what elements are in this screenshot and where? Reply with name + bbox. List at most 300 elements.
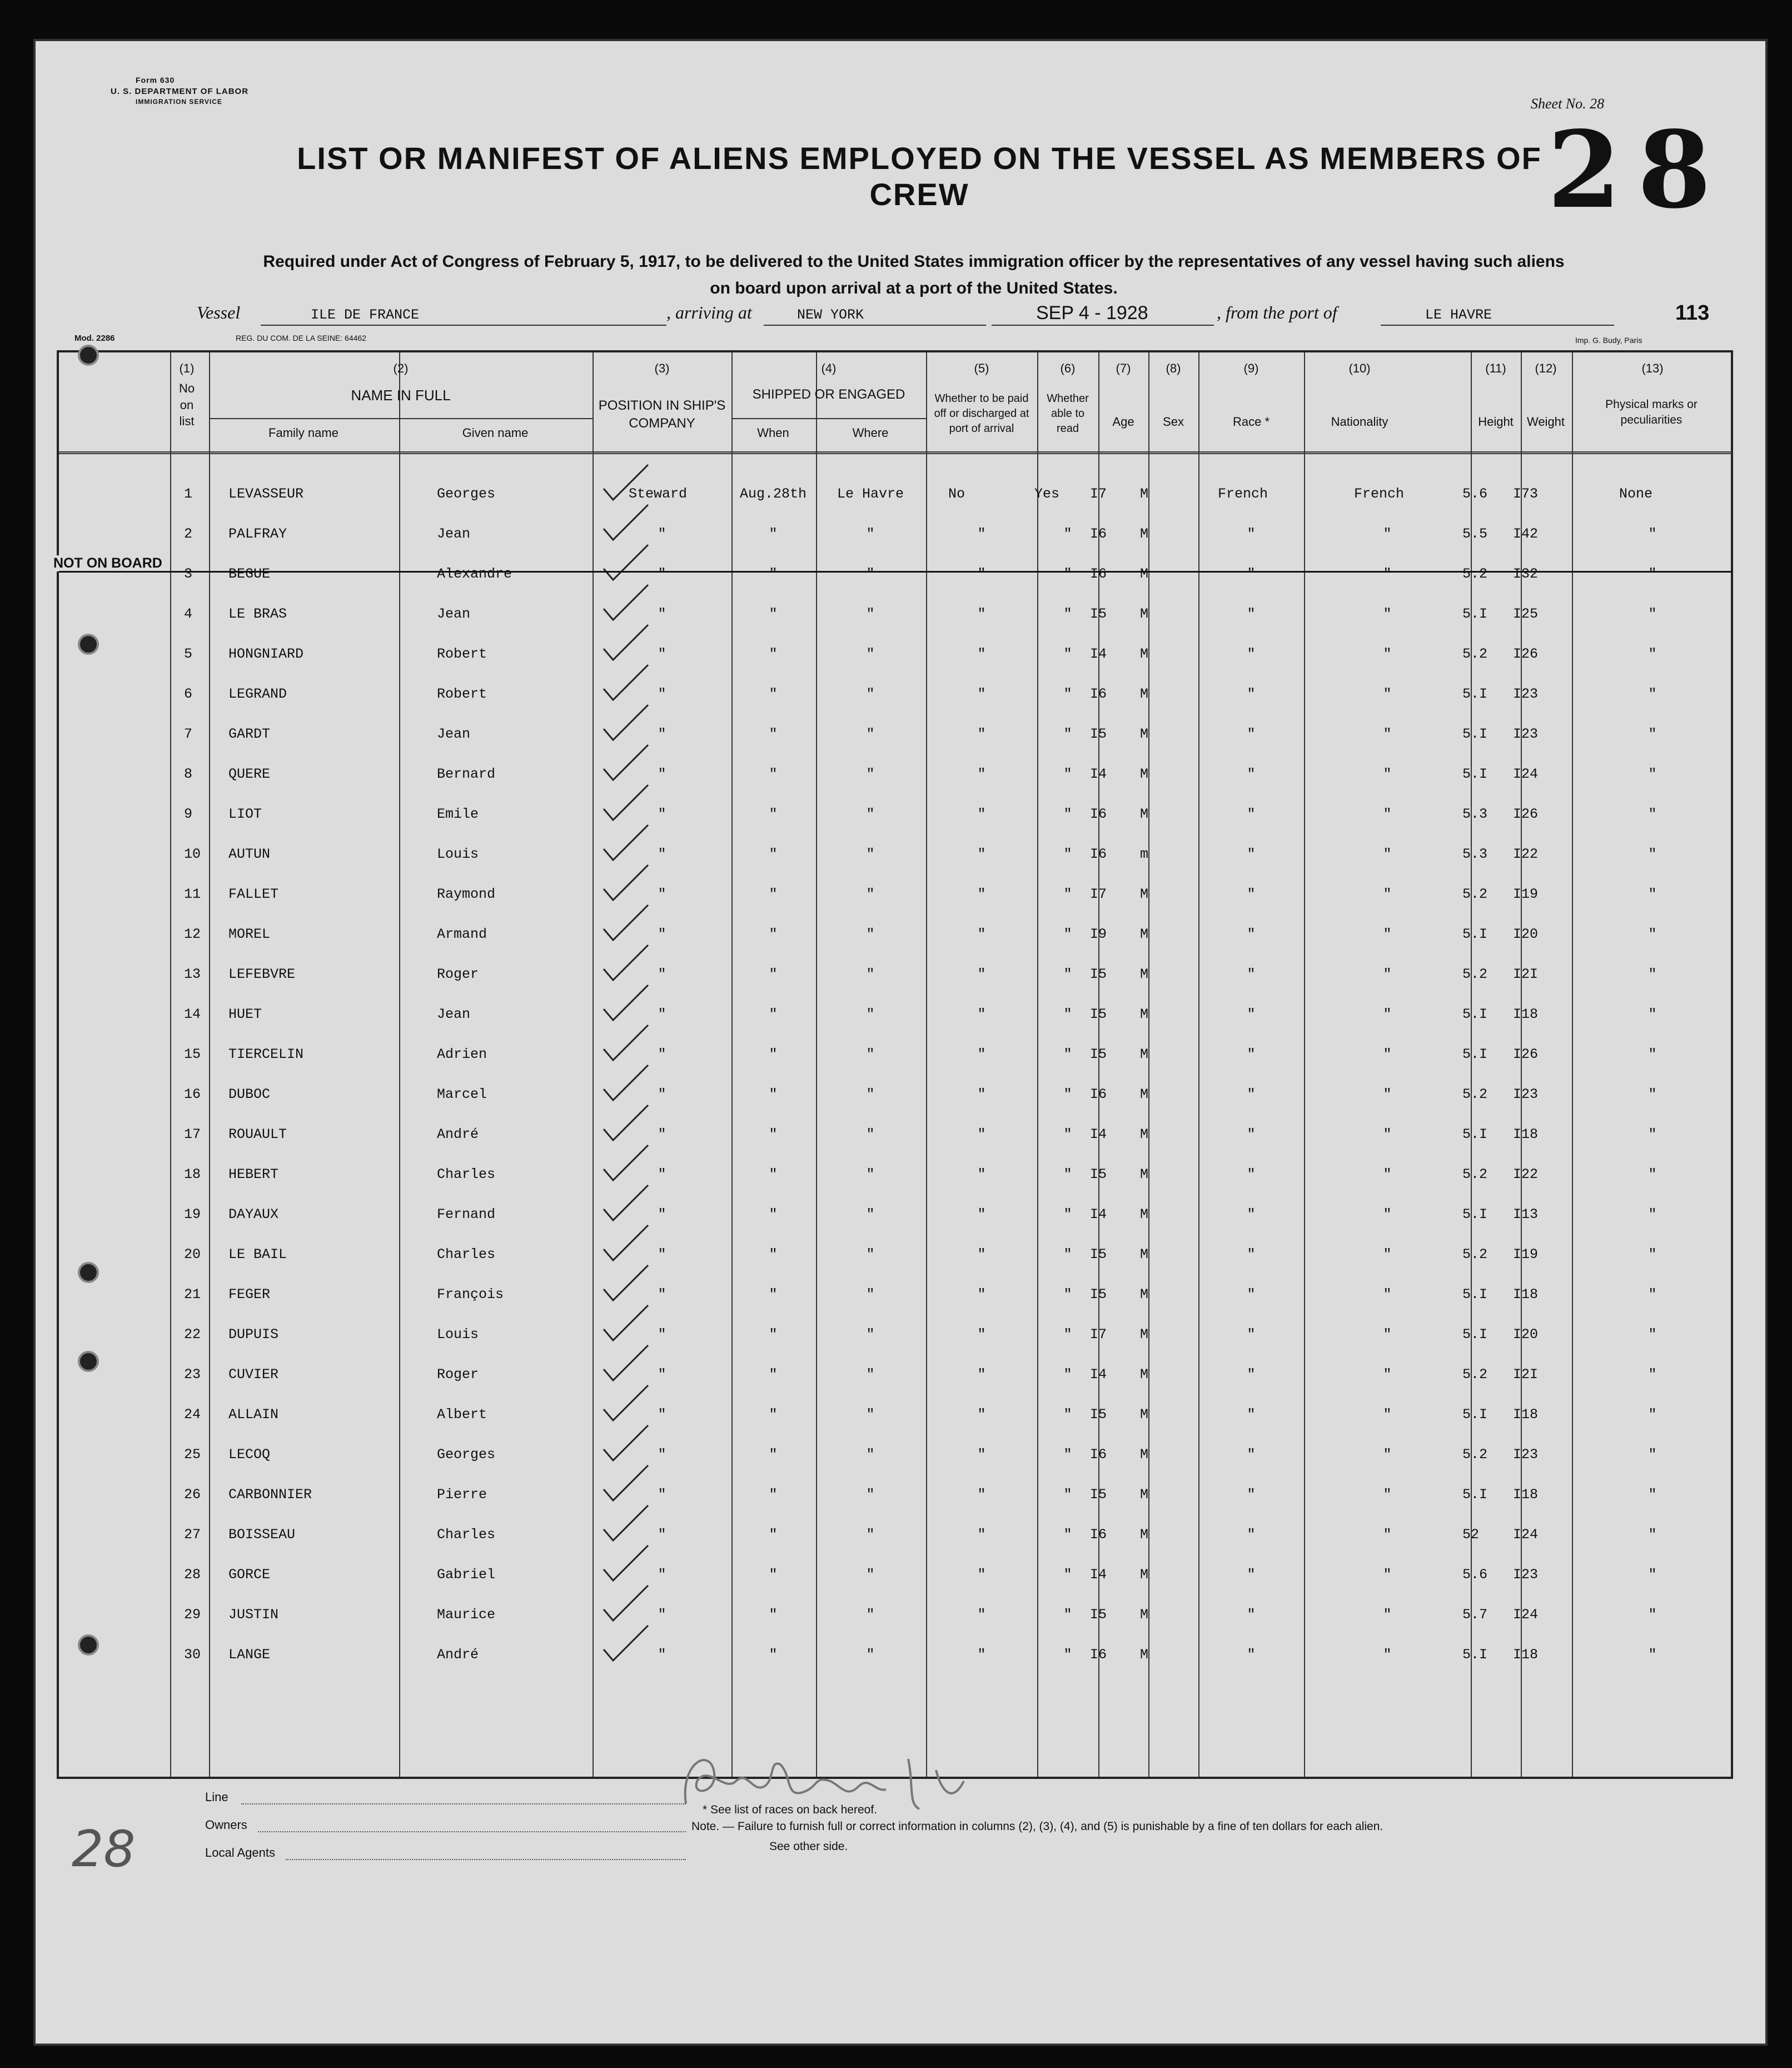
ditto-mark: " (977, 886, 986, 902)
ditto-mark: " (658, 726, 666, 742)
checkmark-icon (601, 584, 651, 623)
paid-off: No (948, 486, 965, 502)
sex: M (1140, 606, 1149, 622)
ditto-mark: " (1648, 1206, 1657, 1222)
ditto-mark: " (769, 1206, 778, 1222)
weight: I23 (1513, 1446, 1539, 1463)
given-name: Bernard (437, 766, 496, 782)
arriving-port: NEW YORK (797, 307, 864, 323)
ditto-mark: " (866, 1527, 875, 1543)
ditto-mark: " (1247, 686, 1256, 702)
ditto-mark: " (866, 686, 875, 702)
ditto-mark: " (1063, 1446, 1072, 1463)
ditto-mark: " (866, 1246, 875, 1262)
date-underline (992, 302, 1214, 326)
col10-header: Nationality (1331, 415, 1388, 429)
ditto-mark: " (866, 1567, 875, 1583)
col4-when-header: When (757, 426, 789, 440)
ditto-mark: " (1063, 766, 1072, 782)
shipped-when: Aug.28th (740, 486, 807, 502)
col13-number: (13) (1641, 361, 1664, 375)
ditto-mark: " (866, 1647, 875, 1663)
nationality: French (1354, 486, 1405, 502)
col4-header: SHIPPED OR ENGAGED (752, 387, 905, 402)
given-name: Alexandre (437, 566, 512, 582)
sex: M (1140, 566, 1149, 582)
given-name: Charles (437, 1527, 496, 1543)
sex: M (1140, 1527, 1149, 1543)
ditto-mark: " (1648, 886, 1657, 902)
sex: M (1140, 1126, 1149, 1142)
ditto-mark: " (1648, 1607, 1657, 1623)
family-name: ROUAULT (228, 1126, 287, 1142)
age: I5 (1090, 1006, 1107, 1022)
ditto-mark: " (769, 886, 778, 902)
checkmark-icon (601, 1624, 651, 1663)
ditto-mark: " (658, 1406, 666, 1423)
ditto-mark: " (1247, 1086, 1256, 1102)
height: 5.I (1462, 1126, 1488, 1142)
checkmark-icon (601, 1384, 651, 1423)
ditto-mark: " (769, 846, 778, 862)
ditto-mark: " (769, 1006, 778, 1022)
ditto-mark: " (1383, 1366, 1392, 1383)
ditto-mark: " (1063, 1206, 1072, 1222)
ditto-mark: " (1383, 526, 1392, 542)
age: I4 (1090, 766, 1107, 782)
ditto-mark: " (769, 646, 778, 662)
owners-field (258, 1831, 686, 1832)
weight: I19 (1513, 1246, 1539, 1262)
ditto-mark: " (769, 1406, 778, 1423)
ditto-mark: " (769, 1607, 778, 1623)
subtitle-line-1: Required under Act of Congress of February 5, 1917, to be delivered to the United States immigration officer by the representatives of any vessel having such aliens (263, 252, 1565, 271)
ditto-mark: " (658, 766, 666, 782)
family-name: PALFRAY (228, 526, 287, 542)
ditto-mark: " (658, 606, 666, 622)
ditto-mark: " (1063, 726, 1072, 742)
row-number: 29 (184, 1607, 201, 1623)
page-title: LIST OR MANIFEST OF ALIENS EMPLOYED ON THE VESSEL AS MEMBERS OF CREW (297, 141, 1542, 212)
ditto-mark: " (658, 886, 666, 902)
row-number: 18 (184, 1166, 201, 1182)
ditto-mark: " (769, 606, 778, 622)
ditto-mark: " (1247, 646, 1256, 662)
ditto-mark: " (1648, 1366, 1657, 1383)
age: I5 (1090, 606, 1107, 622)
ditto-mark: " (658, 646, 666, 662)
family-name: GORCE (228, 1567, 271, 1583)
ditto-mark: " (977, 1126, 986, 1142)
owners-label: Owners (205, 1818, 247, 1832)
local-agents-field (286, 1859, 686, 1860)
ditto-mark: " (769, 806, 778, 822)
checkmark-icon (601, 1424, 651, 1463)
ditto-mark: " (1648, 1647, 1657, 1663)
age: I7 (1090, 1326, 1107, 1343)
strike-line (59, 571, 1732, 573)
sex: M (1140, 1006, 1149, 1022)
age: I6 (1090, 1527, 1107, 1543)
ditto-mark: " (866, 886, 875, 902)
ditto-mark: " (1648, 1166, 1657, 1182)
ditto-mark: " (1247, 1166, 1256, 1182)
ditto-mark: " (1063, 1126, 1072, 1142)
row-number: 15 (184, 1046, 201, 1062)
ditto-mark: " (977, 1527, 986, 1543)
checkmark-icon (601, 864, 651, 903)
column-divider (816, 352, 817, 1777)
row-number: 19 (184, 1206, 201, 1222)
given-name: André (437, 1126, 479, 1142)
ditto-mark: " (977, 1567, 986, 1583)
ditto-mark: " (866, 1326, 875, 1343)
given-name: Marcel (437, 1086, 487, 1102)
age: I6 (1090, 846, 1107, 862)
ditto-mark: " (1247, 926, 1256, 942)
weight: I26 (1513, 1046, 1539, 1062)
weight: I24 (1513, 1527, 1539, 1543)
sex: M (1140, 1406, 1149, 1423)
ditto-mark: " (769, 766, 778, 782)
col9-header: Race * (1232, 415, 1270, 429)
ditto-mark: " (866, 606, 875, 622)
family-name: CARBONNIER (228, 1487, 312, 1503)
age: I6 (1090, 566, 1107, 582)
ditto-mark: " (769, 1046, 778, 1062)
ditto-mark: " (1247, 1446, 1256, 1463)
weight: I23 (1513, 686, 1539, 702)
row-number: 4 (184, 606, 193, 622)
arriving-underline (764, 305, 986, 326)
ditto-mark: " (1063, 1607, 1072, 1623)
height: 5.I (1462, 1206, 1488, 1222)
weight: I25 (1513, 606, 1539, 622)
ditto-mark: " (1648, 846, 1657, 862)
ditto-mark: " (1247, 526, 1256, 542)
ditto-mark: " (658, 1246, 666, 1262)
binder-hole (78, 1262, 99, 1283)
age: I6 (1090, 1086, 1107, 1102)
given-name: Charles (437, 1166, 496, 1182)
height: 5.2 (1462, 1086, 1488, 1102)
age: I5 (1090, 1487, 1107, 1503)
ditto-mark: " (1648, 1126, 1657, 1142)
column-divider (926, 352, 927, 1777)
col8-header: Sex (1163, 415, 1184, 429)
ditto-mark: " (1383, 1166, 1392, 1182)
ditto-mark: " (1648, 1567, 1657, 1583)
col3-number: (3) (654, 361, 670, 375)
given-name: Albert (437, 1406, 487, 1423)
ditto-mark: " (658, 1086, 666, 1102)
weight: I23 (1513, 1086, 1539, 1102)
ditto-mark: " (1247, 1126, 1256, 1142)
ditto-mark: " (977, 1326, 986, 1343)
family-name: HEBERT (228, 1166, 279, 1182)
sex: M (1140, 1446, 1149, 1463)
row-number: 3 (184, 566, 193, 582)
ditto-mark: " (1063, 846, 1072, 862)
checkmark-icon (601, 984, 651, 1023)
weight: I73 (1513, 486, 1539, 502)
ditto-mark: " (769, 726, 778, 742)
ditto-mark: " (769, 566, 778, 582)
age: I9 (1090, 926, 1107, 942)
ditto-mark: " (658, 1326, 666, 1343)
sex: M (1140, 726, 1149, 742)
height: 5.I (1462, 1046, 1488, 1062)
ditto-mark: " (866, 1166, 875, 1182)
checkmark-icon (601, 1224, 651, 1263)
family-name: LECOQ (228, 1446, 271, 1463)
checkmark-icon (601, 944, 651, 983)
checkmark-icon (601, 704, 651, 743)
physical-marks: None (1619, 486, 1653, 502)
ditto-mark: " (1063, 606, 1072, 622)
family-name: FALLET (228, 886, 279, 902)
height: 5.I (1462, 606, 1488, 622)
ditto-mark: " (1063, 1567, 1072, 1583)
age: I4 (1090, 1366, 1107, 1383)
ditto-mark: " (1063, 1326, 1072, 1343)
given-name: Louis (437, 1326, 479, 1343)
ditto-mark: " (1247, 1406, 1256, 1423)
column-divider (170, 352, 171, 1777)
ditto-mark: " (977, 1086, 986, 1102)
checkmark-icon (601, 544, 651, 583)
ditto-mark: " (1247, 1206, 1256, 1222)
col4-where-header: Where (852, 426, 889, 440)
given-name: Adrien (437, 1046, 487, 1062)
ditto-mark: " (1063, 1286, 1072, 1303)
given-name: Jean (437, 726, 471, 742)
row-number: 7 (184, 726, 193, 742)
ditto-mark: " (1648, 1487, 1657, 1503)
family-name: BEGUE (228, 566, 271, 582)
ditto-mark: " (1648, 1406, 1657, 1423)
row-number: 25 (184, 1446, 201, 1463)
sex: m (1140, 846, 1149, 862)
ditto-mark: " (1648, 566, 1657, 582)
column-divider (731, 352, 733, 1777)
ditto-mark: " (1383, 846, 1392, 862)
column-divider (399, 352, 400, 1777)
weight: I13 (1513, 1206, 1539, 1222)
ditto-mark: " (1383, 1046, 1392, 1062)
ditto-mark: " (977, 1246, 986, 1262)
col9-number: (9) (1243, 361, 1259, 375)
age: I5 (1090, 1246, 1107, 1262)
ditto-mark: " (769, 526, 778, 542)
ditto-mark: " (769, 1126, 778, 1142)
sex: M (1140, 686, 1149, 702)
ditto-mark: " (1648, 1006, 1657, 1022)
sex: M (1140, 1086, 1149, 1102)
ditto-mark: " (769, 686, 778, 702)
height: 5.I (1462, 1406, 1488, 1423)
checkmark-icon (601, 664, 651, 703)
ditto-mark: " (977, 1046, 986, 1062)
height: 5.2 (1462, 966, 1488, 982)
ditto-mark: " (1648, 966, 1657, 982)
ditto-mark: " (769, 1246, 778, 1262)
family-name: AUTUN (228, 846, 271, 862)
family-name: BOISSEAU (228, 1527, 296, 1543)
height: 5.I (1462, 1487, 1488, 1503)
ditto-mark: " (1383, 966, 1392, 982)
height: 5.7 (1462, 1607, 1488, 1623)
checkmark-icon (601, 624, 651, 663)
height: 5.2 (1462, 566, 1488, 582)
ditto-mark: " (977, 1366, 986, 1383)
sex: M (1140, 1647, 1149, 1663)
row-number: 1 (184, 486, 193, 502)
family-name: DAYAUX (228, 1206, 279, 1222)
given-name: Georges (437, 486, 496, 502)
row-number: 27 (184, 1527, 201, 1543)
height: 5.I (1462, 1006, 1488, 1022)
ditto-mark: " (1247, 1607, 1256, 1623)
ditto-mark: " (1063, 1006, 1072, 1022)
row-number: 9 (184, 806, 193, 822)
line-field (241, 1803, 686, 1804)
sex: M (1140, 1206, 1149, 1222)
ditto-mark: " (977, 606, 986, 622)
ditto-mark: " (977, 806, 986, 822)
ditto-mark: " (658, 1607, 666, 1623)
height: 5.5 (1462, 526, 1488, 542)
ditto-mark: " (866, 1286, 875, 1303)
sex: M (1140, 1326, 1149, 1343)
ditto-mark: " (658, 1166, 666, 1182)
ditto-mark: " (866, 1366, 875, 1383)
sex: M (1140, 1046, 1149, 1062)
ditto-mark: " (866, 846, 875, 862)
ditto-mark: " (866, 806, 875, 822)
ditto-mark: " (658, 846, 666, 862)
family-name: TIERCELIN (228, 1046, 304, 1062)
family-name: LE BAIL (228, 1246, 287, 1262)
age: I4 (1090, 1126, 1107, 1142)
height: 5.2 (1462, 886, 1488, 902)
weight: I18 (1513, 1286, 1539, 1303)
given-name: François (437, 1286, 504, 1303)
ditto-mark: " (977, 1206, 986, 1222)
ditto-mark: " (1063, 926, 1072, 942)
row-number: 8 (184, 766, 193, 782)
sex: M (1140, 1246, 1149, 1262)
sex: M (1140, 926, 1149, 942)
ditto-mark: " (977, 526, 986, 542)
ditto-mark: " (977, 766, 986, 782)
ditto-mark: " (769, 1286, 778, 1303)
age: I5 (1090, 1607, 1107, 1623)
ditto-mark: " (1648, 926, 1657, 942)
checkmark-icon (601, 1144, 651, 1183)
weight: I2I (1513, 966, 1539, 982)
ditto-mark: " (1247, 1366, 1256, 1383)
height: 5.I (1462, 1647, 1488, 1663)
given-name: Jean (437, 1006, 471, 1022)
ditto-mark: " (1247, 726, 1256, 742)
row-number: 5 (184, 646, 193, 662)
age: I7 (1090, 486, 1107, 502)
col2-family-header: Family name (268, 426, 339, 440)
departure-port: LE HAVRE (1425, 307, 1492, 323)
ditto-mark: " (658, 686, 666, 702)
age: I4 (1090, 646, 1107, 662)
binder-hole (78, 1634, 99, 1656)
given-name: Emile (437, 806, 479, 822)
ditto-mark: " (658, 1366, 666, 1383)
ditto-mark: " (1247, 1647, 1256, 1663)
col1-number: (1) (179, 361, 195, 375)
ditto-mark: " (866, 726, 875, 742)
ditto-mark: " (977, 1487, 986, 1503)
ditto-mark: " (1383, 1006, 1392, 1022)
sheet-number: 28 (1547, 108, 1728, 232)
row-number: 28 (184, 1567, 201, 1583)
vessel-name: ILE DE FRANCE (311, 307, 420, 323)
col12-number: (12) (1535, 361, 1557, 375)
given-name: Roger (437, 1366, 479, 1383)
checkmark-icon (601, 1264, 651, 1303)
printer-label: Imp. G. Budy, Paris (1575, 336, 1642, 345)
fine-note: Note. — Failure to furnish full or correct information in columns (2), (3), (4), and (5) is punishable by a fine of ten dollars for each alien. (691, 1820, 1383, 1833)
weight: I18 (1513, 1126, 1539, 1142)
col6-number: (6) (1060, 361, 1076, 375)
ditto-mark: " (1648, 766, 1657, 782)
ditto-mark: " (977, 726, 986, 742)
ditto-mark: " (1247, 1286, 1256, 1303)
ditto-mark: " (1648, 1326, 1657, 1343)
sex: M (1140, 1286, 1149, 1303)
ditto-mark: " (1247, 1567, 1256, 1583)
ditto-mark: " (977, 846, 986, 862)
given-name: Louis (437, 846, 479, 862)
given-name: Georges (437, 1446, 496, 1463)
ditto-mark: " (1063, 1487, 1072, 1503)
col7-number: (7) (1116, 361, 1131, 375)
checkmark-icon (601, 1504, 651, 1543)
row-number: 14 (184, 1006, 201, 1022)
sex: M (1140, 486, 1149, 502)
age: I5 (1090, 1286, 1107, 1303)
given-name: Robert (437, 686, 487, 702)
shipped-where: Le Havre (837, 486, 904, 502)
ditto-mark: " (1247, 1046, 1256, 1062)
ditto-mark: " (658, 526, 666, 542)
model-label: Mod. 2286 (74, 334, 115, 343)
ditto-mark: " (866, 966, 875, 982)
row-number: 20 (184, 1246, 201, 1262)
ditto-mark: " (1383, 566, 1392, 582)
family-name: MOREL (228, 926, 271, 942)
ditto-mark: " (1383, 686, 1392, 702)
checkmark-icon (601, 744, 651, 783)
ditto-mark: " (866, 1126, 875, 1142)
family-name: GARDT (228, 726, 271, 742)
ditto-mark: " (1247, 886, 1256, 902)
binder-hole (78, 1351, 99, 1372)
col1-header: No on list (178, 381, 195, 429)
ditto-mark: " (866, 926, 875, 942)
height: 5.3 (1462, 846, 1488, 862)
given-name: Robert (437, 646, 487, 662)
ditto-mark: " (1648, 606, 1657, 622)
ditto-mark: " (977, 1286, 986, 1303)
